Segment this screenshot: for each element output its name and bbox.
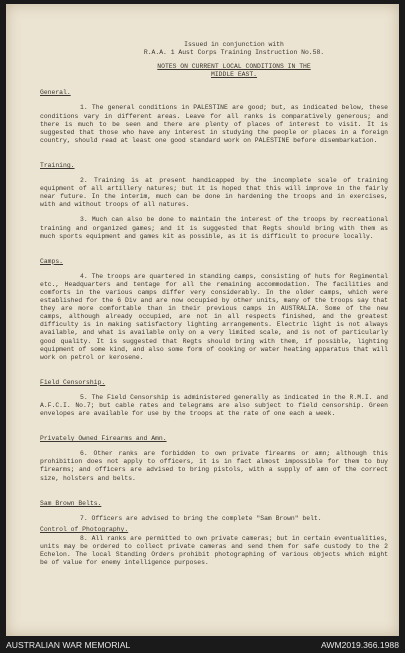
document-content xyxy=(40,41,388,574)
section-heading: General. xyxy=(40,89,71,97)
section-general xyxy=(40,79,388,145)
paragraph-2: 2. Training is at present handicapped by the incomplete scale of training equipment of all artillery natures; but it is hoped that this will improve in the fairly near future. In the interim, much can be done in hardening the troops and in exercises, with and without troops of all natures. xyxy=(40,177,388,209)
section-camps xyxy=(40,248,388,362)
source-label: AUSTRALIAN WAR MEMORIAL xyxy=(6,640,131,650)
section-training xyxy=(40,152,388,241)
header-line-2: R.A.A. 1 Aust Corps Training Instruction No.58. xyxy=(143,49,325,57)
section-heading: Control of Photography. xyxy=(40,525,129,533)
document-page xyxy=(6,4,399,636)
document-title-line-2: MIDDLE EAST. xyxy=(210,71,258,79)
document-header xyxy=(80,41,388,79)
section-control-of-photography xyxy=(40,526,388,567)
header-line-1: Issued in conjunction with xyxy=(184,41,284,48)
section-heading: Sam Brown Belts. xyxy=(40,499,102,507)
paragraph-3: 3. Much can also be done to maintain the interest of the troops by recreational training and organized games; and it is suggested that Regts should bring with them as much sports equipment and games kit as possible, as it is difficult to procure locally. xyxy=(40,216,388,240)
section-heading: Training. xyxy=(40,161,75,169)
section-field-censorship xyxy=(40,369,388,418)
paragraph-7: 7. Officers are advised to bring the complete "Sam Brown" belt. xyxy=(80,514,322,522)
paragraph-4: 4. The troops are quartered in standing camps, consisting of huts for Regimental etc., Headquarters and tentage for all the remaining accommodation. The facilities and comforts in the various camps differ very considerably. In the older camps, which were established for the 6 Div and are now occupied by other units, many of the troops say that they are more comfortable than in their previous camps in AUSTRALIA. Some of the new camps, although already occupied, are not in all respects finished, and the greatest difficulty is in making satisfactory lighting arrangements. Electric light is not always available, and what is available only on a very limited scale, and is not of particularly good quality. It is suggested that Regts should bring with them, if possible, lighting equipment of some kind, and also some form of cooking or water heating apparatus that will work on petrol or kerosene. xyxy=(40,272,388,361)
section-private-firearms xyxy=(40,425,388,482)
document-title-line-1: NOTES ON CURRENT LOCAL CONDITIONS IN THE xyxy=(157,63,311,71)
section-heading: Camps. xyxy=(40,257,64,265)
section-sam-brown-belts xyxy=(40,490,388,523)
paragraph-6: 6. Other ranks are forbidden to own private firearms or amn; although this prohibition does not apply to officers, it is in fact almost impossible for them to buy firearms; and officers are advised to bring pistols, with a supply of amn of the correct size, holsters and belts. xyxy=(40,450,388,482)
paragraph-8: 8. All ranks are permitted to own private cameras; but in certain eventualities, units may be ordered to collect private cameras and send them for safe custody to the 2 Echelon. The local Standing Orders prohibit photographing of various objects which might be of value for enemy intelligence purposes. xyxy=(40,534,388,567)
image-credit-bar xyxy=(0,636,405,653)
section-heading: Privately Owned Firearms and Amn. xyxy=(40,435,167,443)
paragraph-1: 1. The general conditions in PALESTINE are good; but, as indicated below, these conditions vary in different areas. Leave for all ranks is comparatively generous; and there is much to be seen and there are plenty of places of interest to visit. It is suggested that those who have any interest in studying the people or places in a foreign country, should read at least one good standard work on PALESTINE before disembarkation. xyxy=(40,104,388,144)
section-heading: Field Censorship. xyxy=(40,378,106,386)
accession-number: AWM2019.366.1988 xyxy=(320,640,399,650)
paragraph-5: 5. The Field Censorship is administered generally as indicated in the R.M.I. and A.F.C.I. No.7; but cable rates and telegrams are also subject to field censorship. Green envelopes are available for use by the troops at the rate of one each a week. xyxy=(40,393,388,418)
